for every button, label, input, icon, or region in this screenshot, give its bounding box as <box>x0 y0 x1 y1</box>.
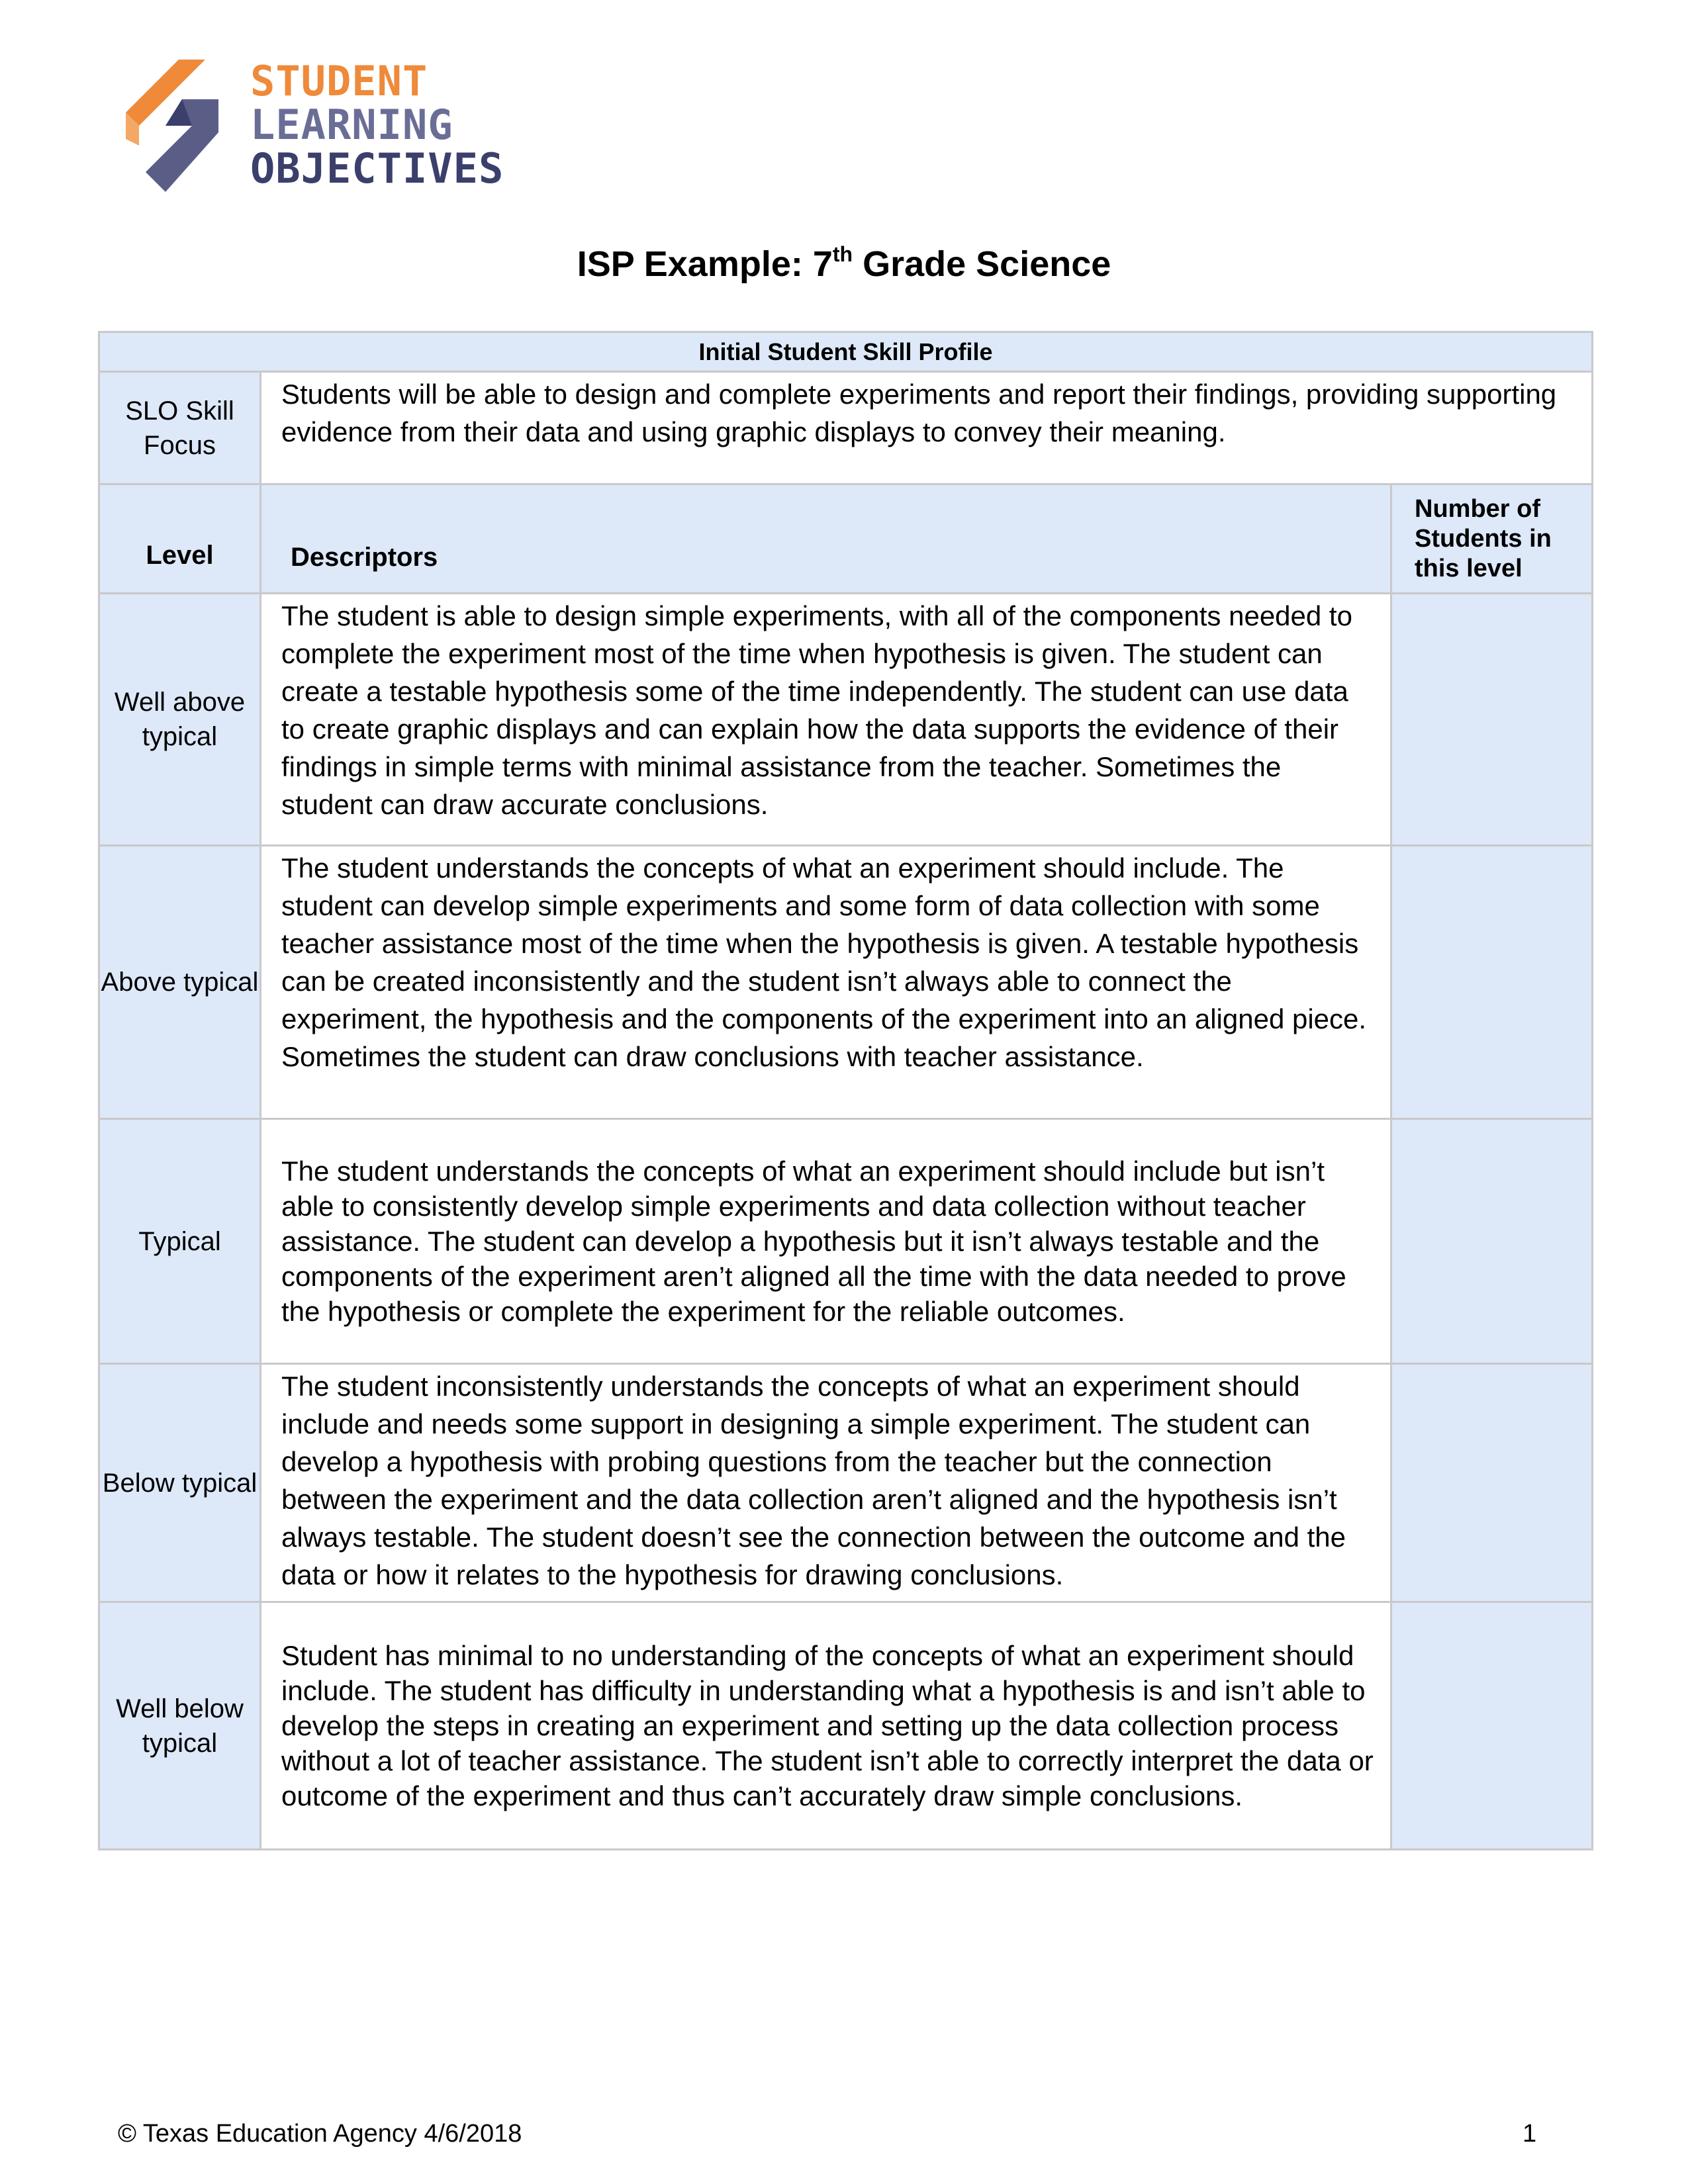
focus-label: SLO Skill Focus <box>99 372 261 484</box>
level-label: Well above typical <box>99 594 261 846</box>
level-label: Well below typical <box>99 1602 261 1850</box>
page-title <box>0 244 1688 285</box>
level-descriptor <box>261 594 1391 846</box>
column-header-level: Level <box>99 484 261 594</box>
logo-line-student: STUDENT <box>250 57 428 105</box>
table-header: Initial Student Skill Profile <box>99 332 1593 372</box>
level-descriptor <box>261 1364 1391 1602</box>
student-count-cell <box>1391 846 1593 1119</box>
footer-page-number: 1 <box>1523 2120 1537 2148</box>
logo-line-learning: LEARNING <box>250 101 453 149</box>
level-label: Above typical <box>99 846 261 1119</box>
descriptor-text: The student is able to design simple experiments, with all of the components needed to complete the experiment most of the time when hypothesis is given. The student can create a testable hypothesis some of the time independently. The student can use data to create graphic displays and can explain how the data supports the evidence of their findings in simple terms with minimal assistance from the teacher. Sometimes the student can draw accurate conclusions. <box>281 600 1352 820</box>
level-label: Below typical <box>99 1364 261 1602</box>
student-count-cell <box>1391 594 1593 846</box>
slo-logo <box>119 57 530 193</box>
footer-copyright: © Texas Education Agency 4/6/2018 <box>118 2120 522 2148</box>
descriptor-text: The student inconsistently understands the concepts of what an experiment should include and needs some support in designing a simple experiment. The student can develop a hypothesis with probing questions from the teacher but the connection between the experiment and the data collection aren’t aligned and the hypothesis isn’t always testable. The student doesn’t see the connection between the outcome and the data or how it relates to the hypothesis for drawing conclusions. <box>281 1371 1346 1590</box>
skill-profile-table <box>98 331 1593 1850</box>
student-count-cell <box>1391 1119 1593 1364</box>
student-count-cell <box>1391 1602 1593 1850</box>
title-main: ISP Example: 7 <box>577 244 833 284</box>
logo-wordmark <box>250 57 504 193</box>
slo-logo-mark-icon <box>119 60 238 192</box>
column-header-number: Number of Students in this level <box>1391 484 1593 594</box>
logo-line-objectives: OBJECTIVES <box>250 144 504 193</box>
student-count-cell <box>1391 1364 1593 1602</box>
level-descriptor: Student has minimal to no understanding of the concepts of what an experiment should include. The student has difficulty in understanding what a hypothesis is and isn’t able to develop the steps in creating an experiment and setting up the data collection process without a lot of teacher assistance. The student isn’t able to correctly interpret the data or outcome of the experiment and thus can’t accurately draw simple conclusions. <box>261 1602 1391 1850</box>
column-header-descriptors: Descriptors <box>261 484 1391 594</box>
level-descriptor: The student understands the concepts of what an experiment should include but isn’t able to consistently develop simple experiments and data collection without teacher assistance. The student can develop a hypothesis but it isn’t always testable and the components of the experiment aren’t aligned all the time with the data needed to prove the hypothesis or complete the experiment for the reliable outcomes. <box>261 1119 1391 1364</box>
level-label: Typical <box>99 1119 261 1364</box>
title-rest: Grade Science <box>853 244 1111 284</box>
title-superscript: th <box>832 242 853 266</box>
level-descriptor: The student understands the concepts of what an experiment should include. The student can develop simple experiments and some form of data collection with some teacher assistance most of the time when the hypothesis is given. A testable hypothesis can be created inconsistently and the student isn’t always able to connect the experiment, the hypothesis and the components of the experiment into an aligned piece. Sometimes the student can draw conclusions with teacher assistance. <box>261 846 1391 1119</box>
focus-text: Students will be able to design and complete experiments and report their findings, providing supporting evidence from their data and using graphic displays to convey their meaning. <box>261 372 1593 484</box>
